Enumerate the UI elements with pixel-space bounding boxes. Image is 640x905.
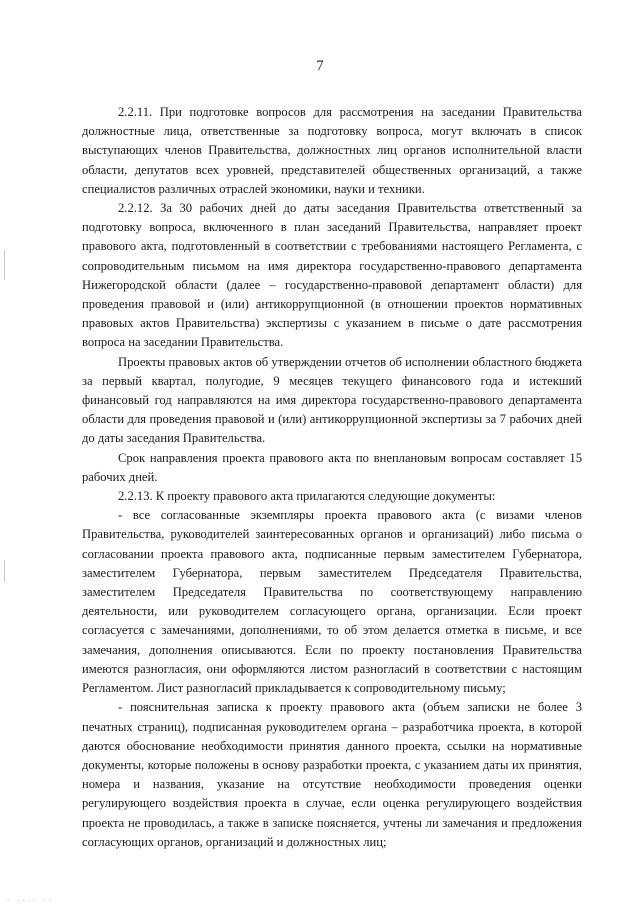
paragraph-2-2-11: 2.2.11. При подготовке вопросов для рассмотрения на заседании Правительства должностные лица, ответственные за подготовку вопроса, могут включать в список выступающих членов Правительства, должностных лиц органов исполнительной власти области, депутатов всех уровней, представителей общественных организаций, а также специалистов различных отраслей экономики, науки и техники. (82, 105, 582, 196)
scan-artifact (4, 250, 5, 280)
paragraph-2-2-12: 2.2.12. За 30 рабочих дней до даты заседания Правительства ответственный за подготовку вопроса, включенного в план заседаний Правительства, направляет проект правового акта, подготовленный в соответствии с требованиями настоящего Регламента, с сопроводительным письмом на имя директора государственно-правового департамента Нижегородской области (далее – государственно-правовой департамент области) для проведения правовой и (или) антикоррупционной (в отношении проектов нормативных правовых актов Правительства) экспертизы с указанием в письме о дате рассмотрения вопроса на заседании Правительства. (82, 201, 582, 350)
paragraph-unscheduled-deadline: Срок направления проекта правового акта по внеплановым вопросам составляет 15 рабочих дней. (82, 450, 582, 484)
page-number: 7 (316, 58, 324, 74)
scan-artifact (4, 560, 5, 582)
document-body (82, 103, 582, 852)
list-item-explanatory-note: - пояснительная записка к проекту правового акта (объем записки не более 3 печатных страниц), подписанная руководителем органа – разработчика проекта, в которой даются обоснование необходимости принятия данного проекта, ссылки на нормативные документы, которые положены в основу разработки проекта, с указанием даты их принятия, номера и названия, указание на отсутствие необходимости проведения оценки регулирующего воздействия проекта в случае, если оценка регулирующего воздействия проекта не проводилась, а также в записке поясняется, учтены ли замечания и предложения согласующих органов, организаций и должностных лиц; (82, 700, 582, 849)
scan-artifact: . .... .. (6, 895, 53, 903)
paragraph-2-2-13: 2.2.13. К проекту правового акта прилагаются следующие документы: (118, 489, 496, 504)
list-item-approved-copies: - все согласованные экземпляры проекта правового акта (с визами членов Правительства, руководителей заинтересованных органов и организаций) либо письма о согласовании проекта правового акта, подписанные первым заместителем Губернатора, заместителем Губернатора, первым заместителем Председателя Правительства, заместителем Председателя Правительства по соответствующему направлению деятельности, или руководителем согласующего органа, организации. Если проект согласуется с замечаниями, дополнениями, то об этом делается отметка в письме, и все замечания, дополнения описываются. Если по проекту постановления Правительства имеются разногласия, они оформляются листом разногласий в соответствии с настоящим Регламентом. Лист разногласий прикладывается к сопроводительному письму; (82, 508, 582, 696)
paragraph-budget-reports: Проекты правовых актов об утверждении отчетов об исполнении областного бюджета за первый квартал, полугодие, 9 месяцев текущего финансового года и истекший финансовый год направляются на имя директора государственно-правового департамента области для проведения правовой и (или) антикоррупционной экспертизы за 7 рабочих дней до даты заседания Правительства. (82, 354, 582, 446)
